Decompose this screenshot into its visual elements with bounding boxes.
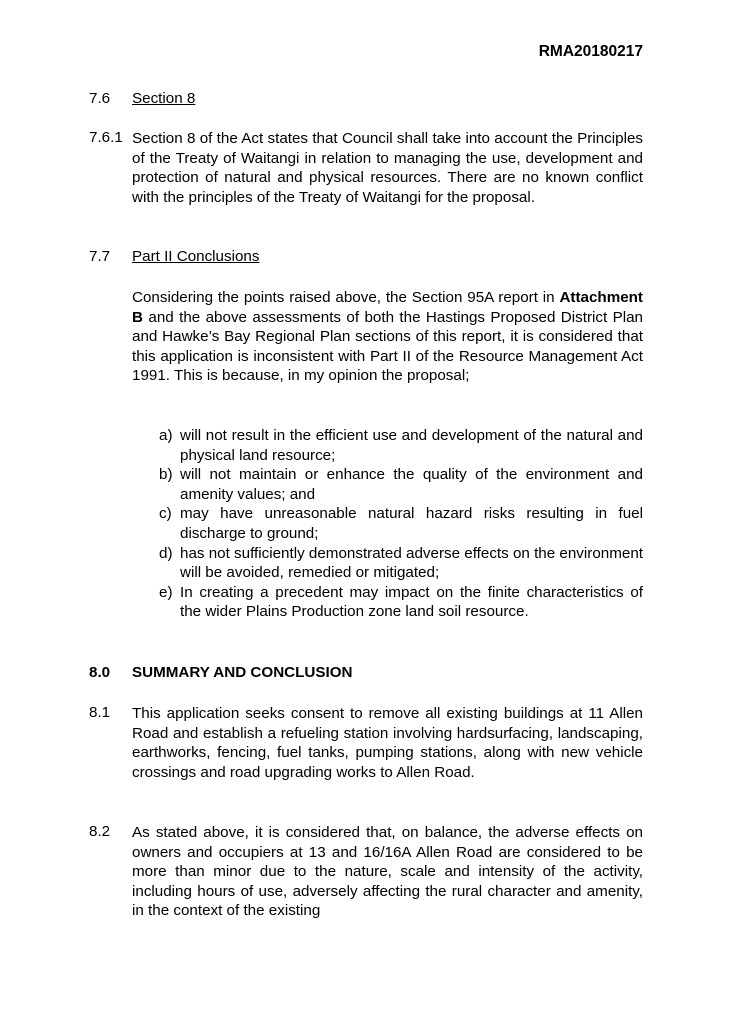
- section-8-0-heading: SUMMARY AND CONCLUSION: [132, 664, 353, 681]
- part-ii-conclusion-paragraph: [132, 288, 643, 386]
- list-item: [159, 504, 643, 543]
- paragraph-text-end: and the above assessments of both the Hastings Proposed District Plan and Hawke’s Bay Regional Plan sections of this report, it is considered that this application is inconsistent with Part II of the Resource Management Act 1991. This is because, in my opinion the proposal;: [132, 308, 643, 385]
- section-7-6-1-paragraph: Section 8 of the Act states that Council shall take into account the Principles of the Treaty of Waitangi in relation to managing the use, development and protection of natural and physical resources. There are no known conflict with the principles of the Treaty of Waitangi for the proposal.: [132, 130, 643, 206]
- section-8-1-paragraph: This application seeks consent to remove all existing buildings at 11 Allen Road and establish a refueling station involving hardsurfacing, landscaping, earthworks, fencing, fuel tanks, pumping stations, along with new vehicle crossings and road upgrading works to Allen Road.: [132, 705, 643, 781]
- list-item: [159, 426, 643, 465]
- list-item-label: d): [159, 544, 173, 562]
- section-7-7-title: Part II Conclusions: [132, 248, 260, 265]
- list-item-label: a): [159, 427, 173, 444]
- section-7-7-number: 7.7: [89, 248, 111, 265]
- list-item-label: b): [159, 466, 173, 484]
- reasons-list: [159, 426, 643, 622]
- list-item: [159, 583, 643, 622]
- list-item: [159, 465, 643, 504]
- section-7-6-title: Section 8: [132, 90, 196, 107]
- list-item-label: e): [159, 583, 173, 601]
- list-item: [159, 544, 643, 583]
- list-item-label: c): [159, 505, 172, 523]
- section-7-6-1-number: 7.6.1: [89, 129, 123, 146]
- list-item-text: In creating a precedent may impact on the finite characteristics of the wider Plains Production zone land soil resource.: [180, 583, 643, 621]
- list-item-text: will not maintain or enhance the quality of the environment and amenity values; and: [180, 466, 643, 503]
- paragraph-text-start: Considering the points raised above, the Section 95A report in: [132, 289, 555, 306]
- section-8-2-number: 8.2: [89, 823, 111, 840]
- list-item-text: will not result in the efficient use and development of the natural and physical land resource;: [180, 427, 643, 464]
- attachment-b-reference: Attachment B: [132, 289, 643, 326]
- section-7-6-number: 7.6: [89, 90, 111, 107]
- list-item-text: has not sufficiently demonstrated adverse effects on the environment will be avoided, remedied or mitigated;: [180, 544, 643, 582]
- section-8-2-paragraph: As stated above, it is considered that, on balance, the adverse effects on owners and occupiers at 13 and 16/16A Allen Road are considered to be more than minor due to the nature, scale and intensity of the activity, including hours of use, adversely affecting the rural character and amenity, in the context of the existing: [132, 824, 643, 920]
- reference-number: RMA20180217: [538, 43, 643, 60]
- list-item-text: may have unreasonable natural hazard risks resulting in fuel discharge to ground;: [180, 505, 643, 542]
- section-8-1-number: 8.1: [89, 704, 111, 721]
- section-8-0-number: 8.0: [89, 664, 111, 681]
